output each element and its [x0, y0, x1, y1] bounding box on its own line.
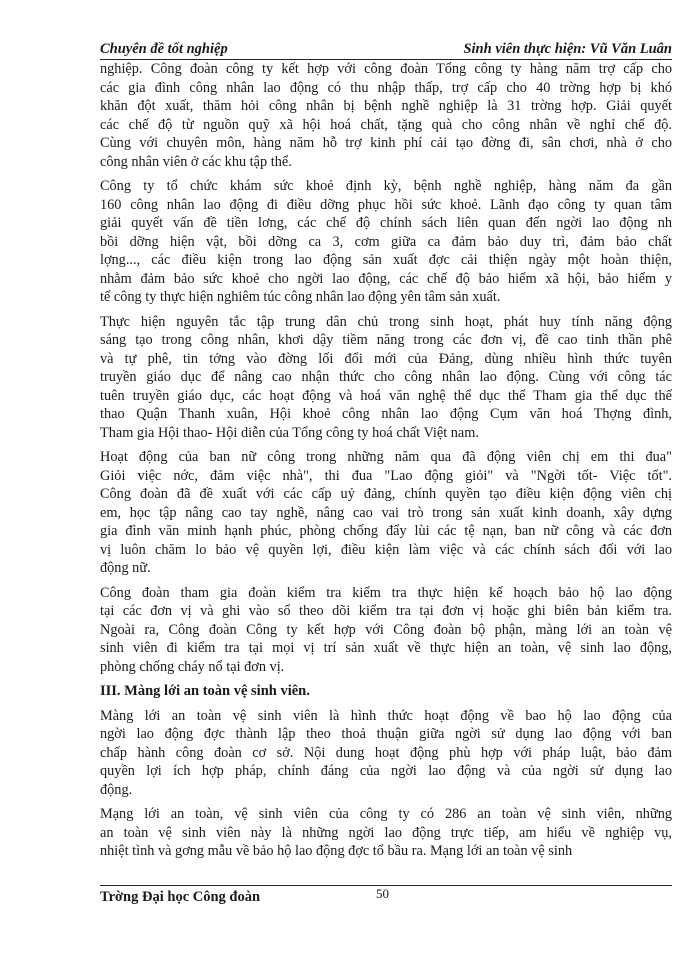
text-line: Công ty tổ chức khám sức khoẻ định kỳ, bệnh nghề nghiệp, hàng năm đa gần [100, 178, 672, 194]
text-line: thao Quận Thanh xuân, Hội khoẻ công nhân lao động Cụm văn hoá Thợng đình, [100, 406, 672, 422]
text-line: Tham gia Hội thao- Hội diễn của Tổng công ty hoá chất Việt nam. [100, 424, 479, 441]
header-author: Sinh viên thực hiện: Vũ Văn Luân [463, 41, 672, 57]
paragraph [100, 707, 672, 800]
text-line: Mạng lới an toàn, vệ sinh viên của công ty có 286 an toàn vệ sinh viên, những [100, 806, 672, 822]
text-line: Màng lới an toàn vệ sinh viên là hình thức hoạt động về bao hộ lao động của [100, 707, 672, 724]
paragraph [100, 805, 672, 861]
paragraph-group [100, 60, 672, 676]
text-line: và tự phê, tin tởng vào đờng lối đổi mới của Đảng, dùng nhiều hình thức tuyên [100, 350, 672, 367]
paragraph [100, 60, 672, 171]
text-line: Thực hiện nguyên tắc tập trung dân chủ trong sinh hoạt, phát huy tính năng động [100, 313, 672, 330]
paragraph [100, 177, 672, 307]
text-line: Công đoàn tham gia đoàn kiểm tra kiểm tra thực hiện kế hoạch bảo hộ lao động [100, 584, 672, 601]
text-line: truyền giáo dục để nâng cao nhận thức cho công nhân lao động. Cùng với công tác [100, 369, 672, 385]
text-line: nghiệp. Công đoàn công ty kết hợp với công đoàn Tổng công ty hàng năm trợ cấp cho [100, 61, 672, 77]
section-heading: III. Màng lới an toàn vệ sinh viên. [100, 683, 310, 699]
paragraph [100, 448, 672, 578]
text-line: tại các đơn vị và ghi vào sổ theo dõi kiểm tra tại đơn vị hoặc ghi biên bản kiểm tra. [100, 603, 672, 619]
text-line: sáng tạo trong công nhân, khơi dậy tiềm năng trong các đơn vị, đề cao tinh thần phê [100, 332, 672, 348]
text-line: chấp hành công đoàn cơ sở. Nội dung hoạt động phù hợp với pháp luật, bảo đảm [100, 744, 672, 761]
text-line: quyền lợi ích hợp pháp, chính đáng của ngời lao động và của ngời sử dụng lao [100, 763, 672, 779]
text-line: em, học tập nâng cao tay nghề, nâng cao vai trò trong sản xuất kinh doanh, xây dựng [100, 504, 672, 521]
text-line: Giỏi việc nớc, đảm việc nhà", thi đua "Lao động giỏi" và "Ngời tốt- Việc tốt". [100, 467, 672, 484]
header-title: Chuyên đề tốt nghiệp [100, 41, 228, 57]
text-line: công nhân viên ở các khu tập thể. [100, 153, 292, 170]
paragraph [100, 313, 672, 443]
text-line: bồi dỡng hiện vật, bồi dỡng ca 3, cơm giữa ca đảm bảo duy trì, đảm bảo chất [100, 233, 672, 250]
text-line: tế công ty thực hiện nghiêm túc công nhân lao động yên tâm sản xuất. [100, 289, 501, 305]
page-number: 50 [376, 886, 389, 901]
text-line: các chế độ từ nguồn quỹ xã hội hoá chất, tặng quà cho công nhân về nghỉ chế độ. [100, 116, 672, 133]
text-line: khăn đột xuất, thăm hỏi công nhân bị bệnh nghề nghiệp là 31 trờng hợp. Giải quyết [100, 98, 672, 114]
text-line: lợng..., các điều kiện trong lao động sản xuất đợc cải thiện ngày một hoàn thiện, [100, 252, 672, 268]
section-paragraph-group [100, 707, 672, 861]
text-line: tuên truyền giáo dục, các hoạt động và hoá văn nghệ thể dục thể Tham gia thể dục thể [100, 387, 672, 404]
text-line: nhiệt tình và gơng mẫu về bảo hộ lao động đợc tổ bầu ra. Mạng lới an toàn vệ sinh [100, 843, 573, 859]
text-line: Ngoài ra, Công đoàn Công ty kết hợp với Công đoàn bộ phận, màng lới an toàn vệ [100, 621, 672, 638]
paragraph [100, 584, 672, 677]
text-line: giải quyết vấn đề tiền lơng, các chế độ chính sách liên quan đến ngời lao động nh [100, 215, 672, 231]
text-line: phòng chống cháy nổ tại đơn vị. [100, 658, 285, 675]
text-line: an toàn vệ sinh viên này là những ngời lao động trực tiếp, am hiểu về nghiệp vụ, [100, 824, 672, 841]
document-body [100, 60, 672, 867]
text-line: các gia đình công nhân lao động có thu nhập thấp, trợ cấp cho 40 trờng hợp bị khó [100, 79, 672, 96]
text-line: động nữ. [100, 560, 151, 576]
footer-school: Trờng Đại học Công đoàn [100, 889, 261, 905]
page-header [100, 40, 672, 60]
text-line: 160 công nhân lao động đi điều dỡng phục hồi sức khoẻ. Lãnh đạo công ty quan tâm [100, 196, 672, 213]
text-line: vị luôn chăm lo bảo vệ quyền lợi, điều kiện làm việc và các chính sách đối với lao [100, 541, 672, 558]
text-line: sinh viên đi kiểm tra tại mọi vị trí sản xuất về thực hiện an toàn, vệ sinh lao động, [100, 640, 672, 656]
text-line: ngời lao động đợc thành lập theo thoả thuận giữa ngời sử dụng lao động với ban [100, 726, 672, 742]
text-line: Hoạt động của ban nữ công trong những năm qua đã động viên chị em thi đua" [100, 449, 672, 465]
text-line: Công đoàn đã đề xuất với các cấp uỷ đảng, chính quyền tạo điều kiện động viên chị [100, 486, 672, 502]
text-line: gia đình văn minh hạnh phúc, phòng chống đẩy lùi các tệ nạn, ban nữ công và các đơn [100, 523, 672, 539]
text-line: động. [100, 781, 133, 798]
text-line: Cùng với chuyên môn, hàng năm hỗ trợ kinh phí cải tạo đờng đi, sân chơi, nhà ở cho [100, 135, 672, 151]
text-line: nhằm đảm bảo sức khoẻ cho ngời lao động, các chế độ bảo hiểm xã hội, bảo hiểm y [100, 270, 672, 287]
